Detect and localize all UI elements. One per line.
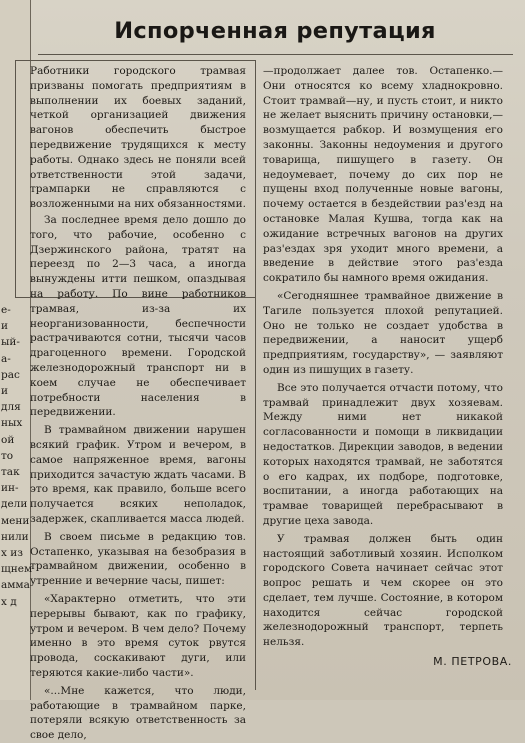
article-intro [30, 64, 246, 212]
paragraph: —продолжает далее тов. Остапенко.— Они относятся ко всему хладнокровно. Стоит трамвай—ну, и пусть стоит, и никто не желает выяснить причину остановки,—возмущается рабкор. И возмущения его законны. Законны недоумения и другого товарища, пишущего в газету. Он недоумевает, почему до сих пор не пущены вход полученные новые вагоны, почему остается в бездействии раз'езд на остановке Малая Кушва, тогда как на ожидание встречных вагонов на других раз'ездах зря уходит много времени, а введение в действие этого раз'езда сократило бы намного время ожидания. [263, 65, 503, 285]
paragraph: В трамвайном движении нарушен всякий график. Утром и вечером, в самое напряженное время, вагоны приходится зачастую ждать часами. В это время, как правило, больше всего получается всяких неполадок, задержек, скапливается масса людей. [30, 424, 246, 525]
paragraph: За последнее время дело дошло до того, что рабочие, особенно с Дзержинского района, тратят на переезд по 2—3 часа, а иногда вынуждены итти пешком, опаздывая на работу. По вине работников трамвая, из-за их неорганизованности, беспечности растрачиваются сотни, тысячи часов драгоценного времени. Городской железнодорожный транспорт ни в коем случае не обеспечивает потребности населения в передвижении. [30, 214, 246, 419]
article-column-2 [263, 64, 503, 650]
intro-paragraph: Работники городского трамвая призваны помогать предприятиям в выполнении их боевых заданий, четкой организацией движения вагонов обеспечить быстрое передвижение трудящихся к месту работы. Однако здесь не поняли всей ответственности этой задачи, трампарки не справляются с возложенными на них обязанностями. [30, 65, 246, 211]
article-title: Испорченная репутация [114, 18, 436, 44]
adjacent-column-text: е- и ый- а- рас и для ных ой то так ин- дели мени нили х из щнем амма х д [1, 304, 33, 608]
author-signature: М. ПЕТРОВА. [433, 655, 512, 668]
paragraph: В своем письме в редакцию тов. Остапенко, указывая на безобразия в трамвайном движении, особенно в утренние и вечерние часы, пишет: [30, 530, 246, 588]
quote-paragraph: «Сегодняшнее трамвайное движение в Тагиле пользуется плохой репутацией. Оно не только не создает удобства в передвижении, а наносит ущерб предприятиям, государству», — заявляют один из пишущих в газету. [263, 289, 503, 376]
title-rule [38, 54, 513, 55]
paragraph: Все это получается отчасти потому, что трамвай принадлежит двух хозяевам. Между ними нет никакой согласованности и помощи в ликвидации недостатков. Дирекции заводов, в ведении которых находятся трамвай, не заботятся о его кадрах, их подборе, подготовке, воспитании, а иногда работающих на трамвае товарищей перебрасывают в другие цеха завода. [263, 381, 503, 527]
article-column-1 [30, 213, 246, 743]
column-divider [255, 60, 256, 690]
quote-paragraph: «...Мне кажется, что люди, работающие в трамвайном парке, потеряли всякую ответственность за свое дело, [30, 684, 246, 742]
quote-paragraph: «Характерно отметить, что эти перерывы бывают, как по графику, утром и вечером. В чем дело? Почему именно в это время суток рвутся провода, соскакивают дуги, или теряются какие-либо части». [30, 592, 246, 679]
paragraph: У трамвая должен быть один настоящий заботливый хозяин. Исполком городского Совета начинает сейчас этот вопрос решать и чем скорее он это сделает, тем лучше. Состояние, в котором находится сейчас городской железнодорожный транспорт, терпеть нельзя. [263, 532, 503, 649]
